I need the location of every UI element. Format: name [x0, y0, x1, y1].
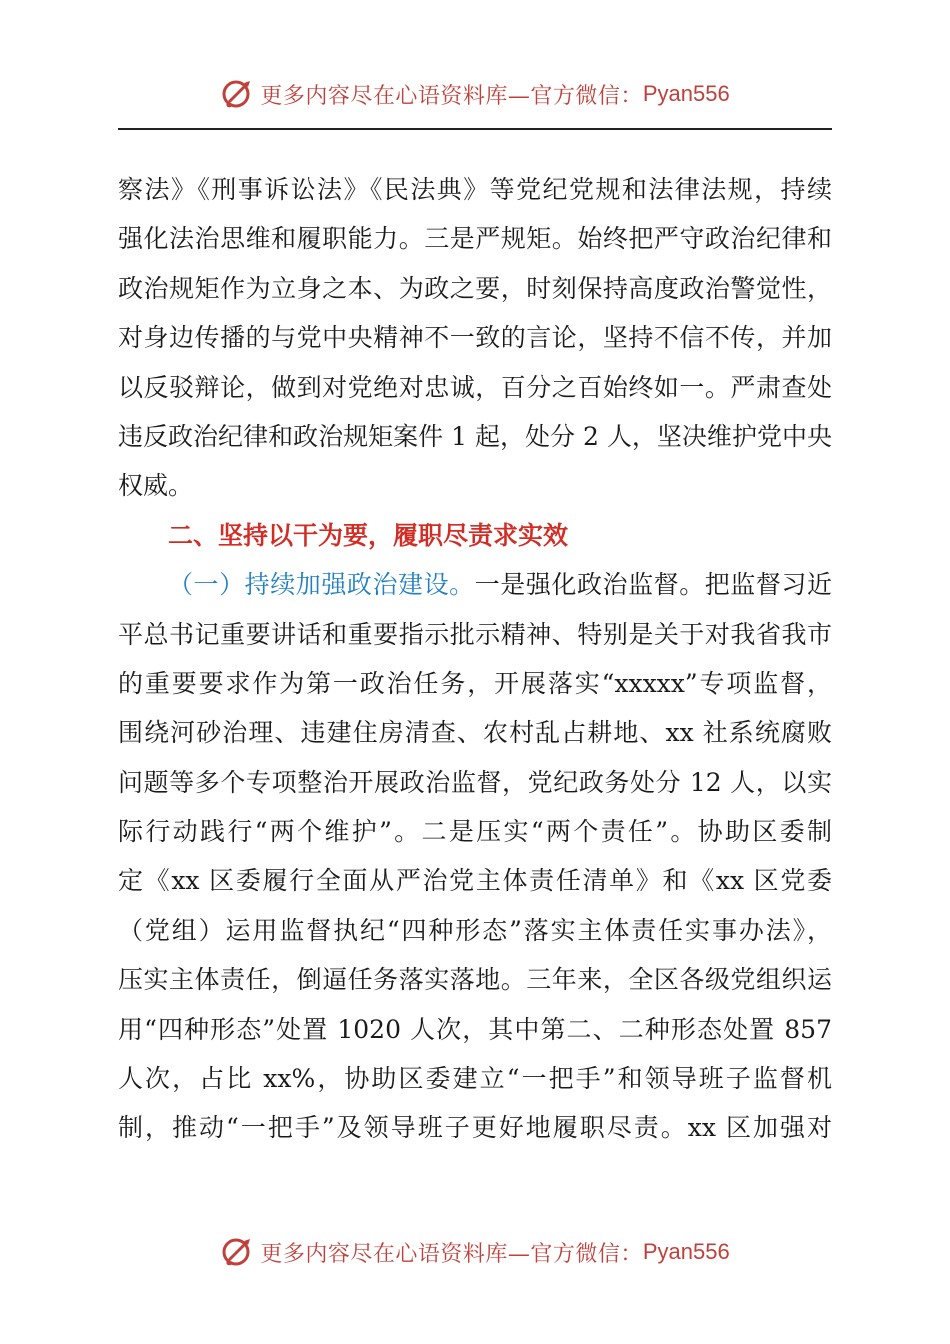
text-line: 强化法治思维和履职能力。三是严规矩。始终把严守政治纪律和	[118, 224, 832, 254]
text-line: 察法》《刑事诉讼法》《民法典》等党纪党规和法律法规，持续	[118, 175, 832, 204]
footer-banner	[0, 1232, 950, 1272]
seal-pen-logo-icon	[220, 77, 254, 111]
header-banner	[0, 74, 950, 114]
paragraph-start: 一是强化政治监督。把监督习近	[474, 570, 832, 600]
banner-text: 更多内容尽在心语资料库—官方微信：	[260, 1241, 643, 1267]
text-line: （党组）运用监督执纪“四种形态”落实主体责任实事办法》，	[118, 915, 832, 945]
text-line: 制，推动“一把手”及领导班子更好地履职尽责。xx 区加强对	[118, 1113, 832, 1143]
text-line: 用“四种形态”处置 1020 人次，其中第二、二种形态处置 857	[118, 1014, 832, 1044]
banner-wechat-id: Pyan556	[642, 81, 730, 106]
section-heading: 二、坚持以干为要，履职尽责求实效	[168, 520, 569, 550]
subheading: （一）持续加强政治建设。	[168, 570, 475, 600]
text-line: 以反驳辩论，做到对党绝对忠诚，百分之百始终如一。严肃查处	[118, 372, 832, 402]
text-line: 权威。	[118, 471, 194, 501]
text-line: 围绕河砂治理、违建住房清查、农村乱占耕地、xx 社系统腐败	[118, 718, 832, 748]
text-line: 平总书记重要讲话和重要指示批示精神、特别是关于对我省我市	[118, 619, 832, 649]
text-line: 定《xx 区委履行全面从严治党主体责任清单》和《xx 区党委	[118, 866, 832, 896]
text-line: 对身边传播的与党中央精神不一致的言论，坚持不信不传，并加	[118, 323, 832, 353]
text-line: 际行动践行“两个维护”。二是压实“两个责任”。协助区委制	[118, 817, 832, 847]
document-body	[118, 165, 832, 1153]
text-line: 压实主体责任，倒逼任务落实落地。三年来，全区各级党组织运	[118, 965, 832, 995]
header-divider	[118, 128, 832, 130]
banner-wechat-id: Pyan556	[642, 1239, 730, 1264]
text-line: 人次，占比 xx%，协助区委建立“一把手”和领导班子监督机	[118, 1064, 832, 1094]
banner-text: 更多内容尽在心语资料库—官方微信：	[260, 83, 643, 109]
subheading-line	[118, 560, 832, 609]
text-line: 政治规矩作为立身之本、为政之要，时刻保持高度政治警觉性，	[118, 273, 832, 303]
text-line: 的重要要求作为第一政治任务，开展落实“xxxxx”专项监督，	[118, 668, 832, 698]
text-line: 违反政治纪律和政治规矩案件 1 起，处分 2 人，坚决维护党中央	[118, 421, 832, 451]
seal-pen-logo-icon	[220, 1235, 254, 1269]
text-line: 问题等多个专项整治开展政治监督，党纪政务处分 12 人，以实	[118, 767, 832, 797]
